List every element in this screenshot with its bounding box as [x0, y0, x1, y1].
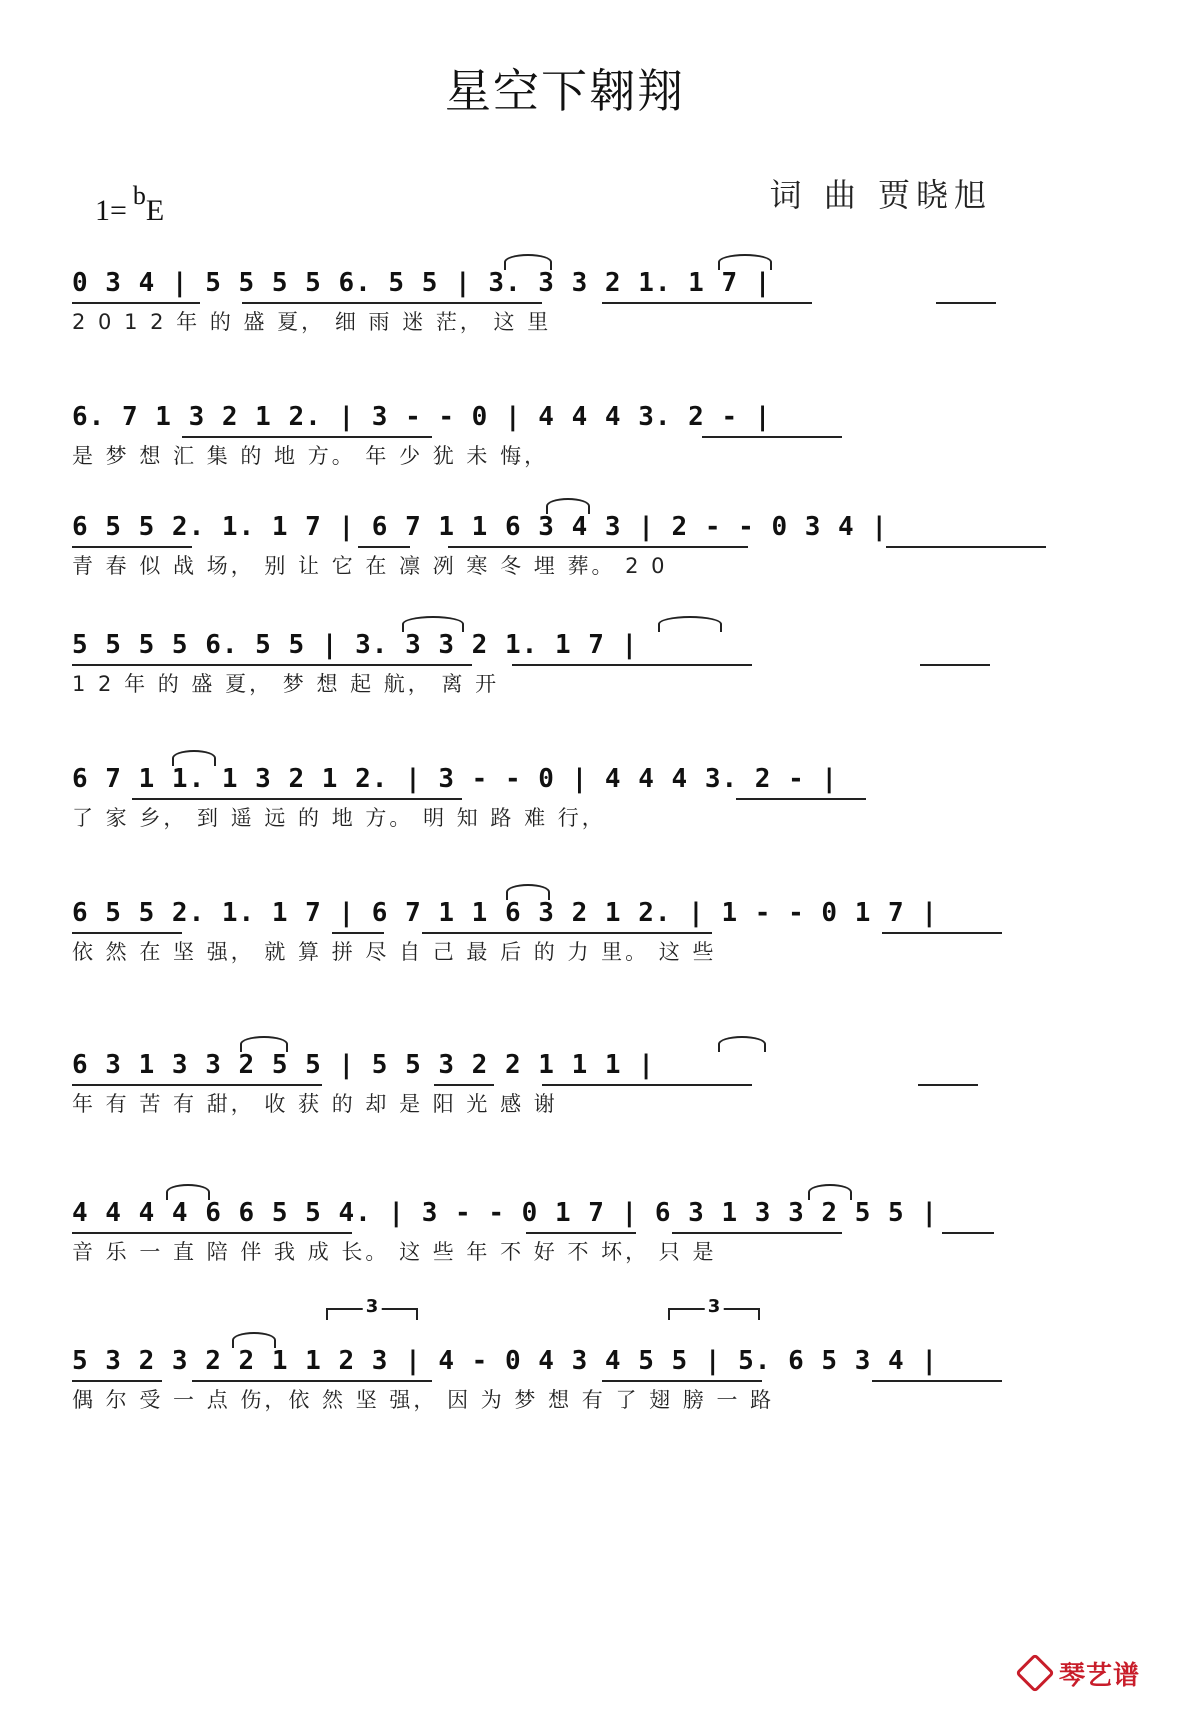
notation-line: 6 3 1 3 3 2 5 5 | 5 5 3 2 2 1 1 1 | — [72, 1050, 655, 1080]
score-system-2 — [72, 402, 1122, 492]
tie-arc — [240, 1036, 288, 1052]
beam — [882, 932, 1002, 934]
notation-line: 0 3 4 | 5 5 5 5 6. 5 5 | 3. 3 3 2 1. 1 7 | — [72, 268, 772, 298]
score-system-9 — [72, 1296, 1122, 1436]
notation-line: 5 3 2 3 2 2 1 1 2 3 | 4 - 0 4 3 4 5 5 | 5. 6 5 3 4 | — [72, 1346, 938, 1376]
lyric-line: 青 春 似 战 场， 别 让 它 在 凛 冽 寒 冬 埋 葬。 2 0 — [72, 554, 668, 578]
beam — [332, 932, 384, 934]
lyricist-composer-credit: 词 曲 贾晓旭 — [769, 176, 992, 214]
notation-line: 5 5 5 5 6. 5 5 | 3. 3 3 2 1. 1 7 | — [72, 630, 639, 660]
beam — [434, 1084, 494, 1086]
tie-arc — [546, 498, 590, 514]
beam — [602, 1380, 762, 1382]
score-system-6 — [72, 898, 1122, 988]
flat-sign: b — [132, 181, 146, 210]
beam — [422, 932, 712, 934]
beam — [182, 436, 432, 438]
lyric-line: 1 2 年 的 盛 夏， 梦 想 起 航， 离 开 — [72, 672, 500, 696]
notation-line: 6 5 5 2. 1. 1 7 | 6 7 1 1 6 3 2 1 2. | 1 - - 0 1 7 | — [72, 898, 938, 928]
tie-arc — [658, 616, 722, 632]
tie-arc — [166, 1184, 210, 1200]
watermark-logo — [1021, 1655, 1140, 1692]
beam — [886, 546, 1046, 548]
tie-arc — [718, 1036, 766, 1052]
score-system-5 — [72, 764, 1122, 854]
beam — [72, 1380, 162, 1382]
notation-line: 6. 7 1 3 2 1 2. | 3 - - 0 | 4 4 4 3. 2 - | — [72, 402, 772, 432]
score-system-8 — [72, 1198, 1122, 1288]
beam — [872, 1380, 1002, 1382]
tie-arc — [172, 750, 216, 766]
lyric-line: 了 家 乡， 到 遥 远 的 地 方。 明 知 路 难 行， — [72, 806, 606, 830]
beam — [936, 302, 996, 304]
beam — [72, 932, 182, 934]
tie-arc — [718, 254, 772, 270]
logo-icon — [1015, 1653, 1055, 1693]
lyric-line: 年 有 苦 有 甜， 收 获 的 却 是 阳 光 感 谢 — [72, 1092, 558, 1116]
beam — [918, 1084, 978, 1086]
key-signature — [80, 160, 164, 228]
notation-line: 6 7 1 1. 1 3 2 1 2. | 3 - - 0 | 4 4 4 3. 2 - | — [72, 764, 839, 794]
beam — [920, 664, 990, 666]
notation-line: 6 5 5 2. 1. 1 7 | 6 7 1 1 6 3 4 3 | 2 - - 0 3 4 | — [72, 512, 889, 542]
beam — [672, 1232, 842, 1234]
score-system-4 — [72, 630, 1122, 720]
triplet-bracket — [326, 1296, 418, 1320]
beam — [702, 436, 842, 438]
tie-arc — [402, 616, 464, 632]
beam — [132, 798, 462, 800]
score-system-7 — [72, 1050, 1122, 1140]
tie-arc — [232, 1332, 276, 1348]
beam — [72, 1232, 352, 1234]
beam — [526, 1232, 636, 1234]
key-note: E — [145, 194, 165, 227]
beam — [72, 1084, 322, 1086]
notation-line: 4 4 4 4 6 6 5 5 4. | 3 - - 0 1 7 | 6 3 1 3 3 2 5 5 | — [72, 1198, 938, 1228]
lyric-line: 音 乐 一 直 陪 伴 我 成 长。 这 些 年 不 好 不 坏， 只 是 — [72, 1240, 717, 1264]
beam — [72, 664, 472, 666]
key-prefix: 1= — [95, 194, 127, 227]
beam — [736, 798, 866, 800]
beam — [602, 302, 812, 304]
tie-arc — [808, 1184, 852, 1200]
beam — [72, 546, 192, 548]
lyric-line: 2 0 1 2 年 的 盛 夏， 细 雨 迷 茫， 这 里 — [72, 310, 552, 334]
beam — [192, 1380, 432, 1382]
tie-arc — [506, 884, 550, 900]
beam — [512, 664, 752, 666]
song-title: 星空下翱翔 — [445, 64, 685, 118]
beam — [242, 302, 542, 304]
beam — [358, 546, 410, 548]
lyric-line: 依 然 在 坚 强， 就 算 拼 尽 自 己 最 后 的 力 里。 这 些 — [72, 940, 717, 964]
beam — [542, 1084, 752, 1086]
watermark-text: 琴艺谱 — [1058, 1661, 1140, 1691]
triplet-bracket — [668, 1296, 760, 1320]
lyric-line: 偶 尔 受 一 点 伤，依 然 坚 强， 因 为 梦 想 有 了 翅 膀 一 路 — [72, 1388, 775, 1412]
beam — [72, 302, 200, 304]
tie-arc — [504, 254, 552, 270]
beam — [448, 546, 748, 548]
triplet-label: 3 — [363, 1296, 382, 1317]
score-system-1 — [72, 268, 1122, 358]
triplet-label: 3 — [705, 1296, 724, 1317]
beam — [942, 1232, 994, 1234]
lyric-line: 是 梦 想 汇 集 的 地 方。 年 少 犹 未 悔， — [72, 444, 549, 468]
score-system-3 — [72, 512, 1122, 602]
